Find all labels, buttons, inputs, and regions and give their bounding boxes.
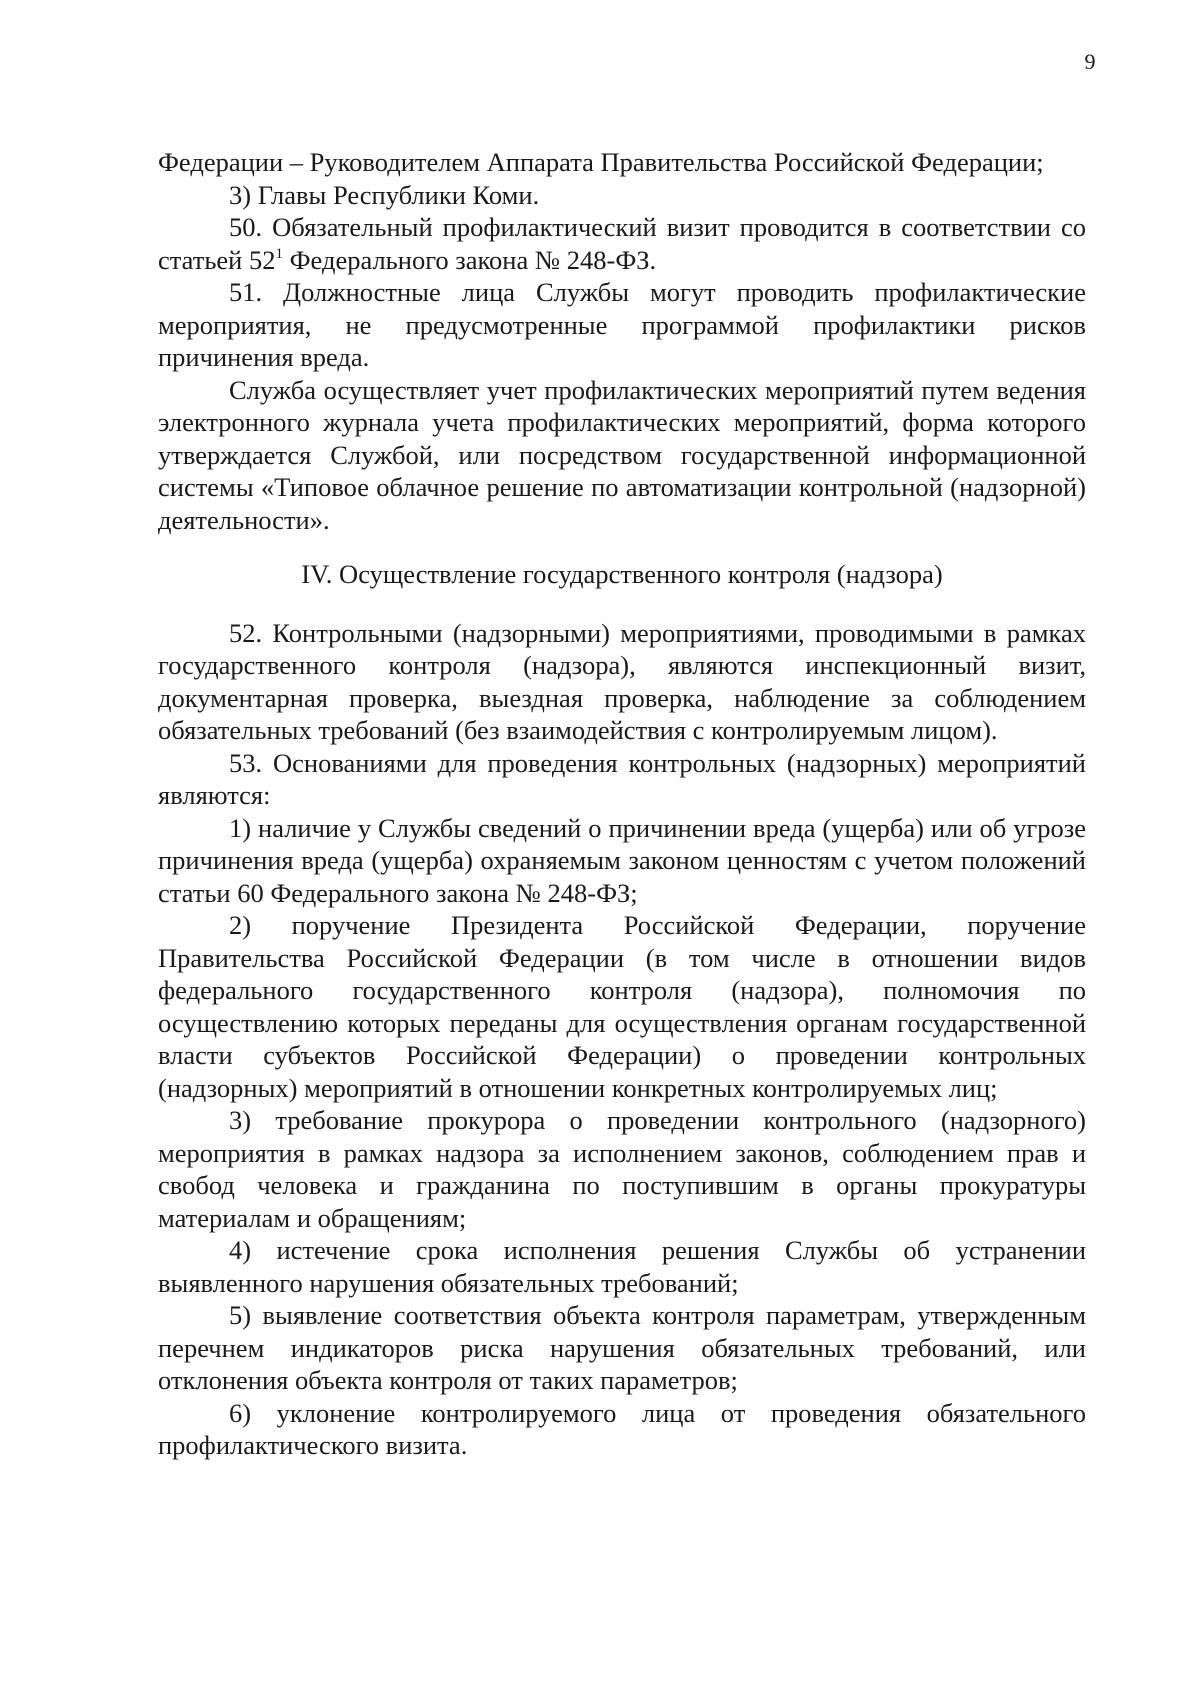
- paragraph-federation-continuation: Федерации – Руководителем Аппарата Правительства Российской Федерации;: [158, 147, 1044, 177]
- paragraph-53: 53. Основаниями для проведения контрольных (надзорных) мероприятий являются:: [158, 747, 1086, 810]
- paragraph-accounting: Служба осуществляет учет профилактических мероприятий путем ведения электронного журнала учета профилактических мероприятий, форма которого утверждается Службой, или посредством государственной информационной системы «Типовое облачное решение по автоматизации контрольной (надзорной) деятельности».: [158, 374, 1086, 535]
- document-body: [158, 146, 1086, 1462]
- paragraph-50-text: 50. Обязательный профилактический визит проводится в соответствии со статьей 52: [158, 212, 1086, 275]
- list-item-3: 3) требование прокурора о проведении контрольного (надзорного) мероприятия в рамках надзора за исполнением законов, соблюдением прав и свобод человека и гражданина по поступившим в органы прокуратуры материалам и обращениям;: [158, 1105, 1086, 1233]
- paragraph-50: [158, 211, 1086, 276]
- list-item-6: 6) уклонение контролируемого лица от проведения обязательного профилактического визита.: [158, 1397, 1086, 1460]
- section-heading: IV. Осуществление государственного контроля (надзора): [301, 559, 943, 589]
- paragraph-52: 52. Контрольными (надзорными) мероприятиями, проводимыми в рамках государственного контроля (надзора), являются инспекционный визит, документарная проверка, выездная проверка, наблюдение за соблюдением обязательных требований (без взаимодействия с контролируемым лицом).: [158, 617, 1086, 745]
- list-item-1: 1) наличие у Службы сведений о причинении вреда (ущерба) или об угрозе причинения вреда (ущерба) охраняемым законом ценностям с учетом положений статьи 60 Федерального закона № 248-ФЗ;: [158, 812, 1086, 908]
- paragraph-50-text-end: Федерального закона № 248-ФЗ.: [282, 244, 657, 275]
- list-item-5: 5) выявление соответствия объекта контроля параметрам, утвержденным перечнем индикаторов риска нарушения обязательных требований, или отклонения объекта контроля от таких параметров;: [158, 1300, 1086, 1395]
- paragraph-head-of-republic: 3) Главы Республики Коми.: [229, 179, 540, 210]
- superscript-1: 1: [275, 245, 283, 262]
- list-item-4: 4) истечение срока исполнения решения Службы об устранении выявленного нарушения обязательных требований;: [158, 1235, 1086, 1298]
- list-item-2: 2) поручение Президента Российской Федерации, поручение Правительства Российской Федерации (в том числе в отношении видов федерального государственного контроля (надзора), полномочия по осуществлению которых переданы для осуществления органам государственной власти субъектов Российской Федерации) о проведении контрольных (надзорных) мероприятий в отношении конкретных контролируемых лиц;: [158, 910, 1086, 1103]
- paragraph-51: 51. Должностные лица Службы могут проводить профилактические мероприятия, не предусмотренные программой профилактики рисков причинения вреда.: [158, 277, 1086, 372]
- page-number: 9: [1084, 49, 1096, 74]
